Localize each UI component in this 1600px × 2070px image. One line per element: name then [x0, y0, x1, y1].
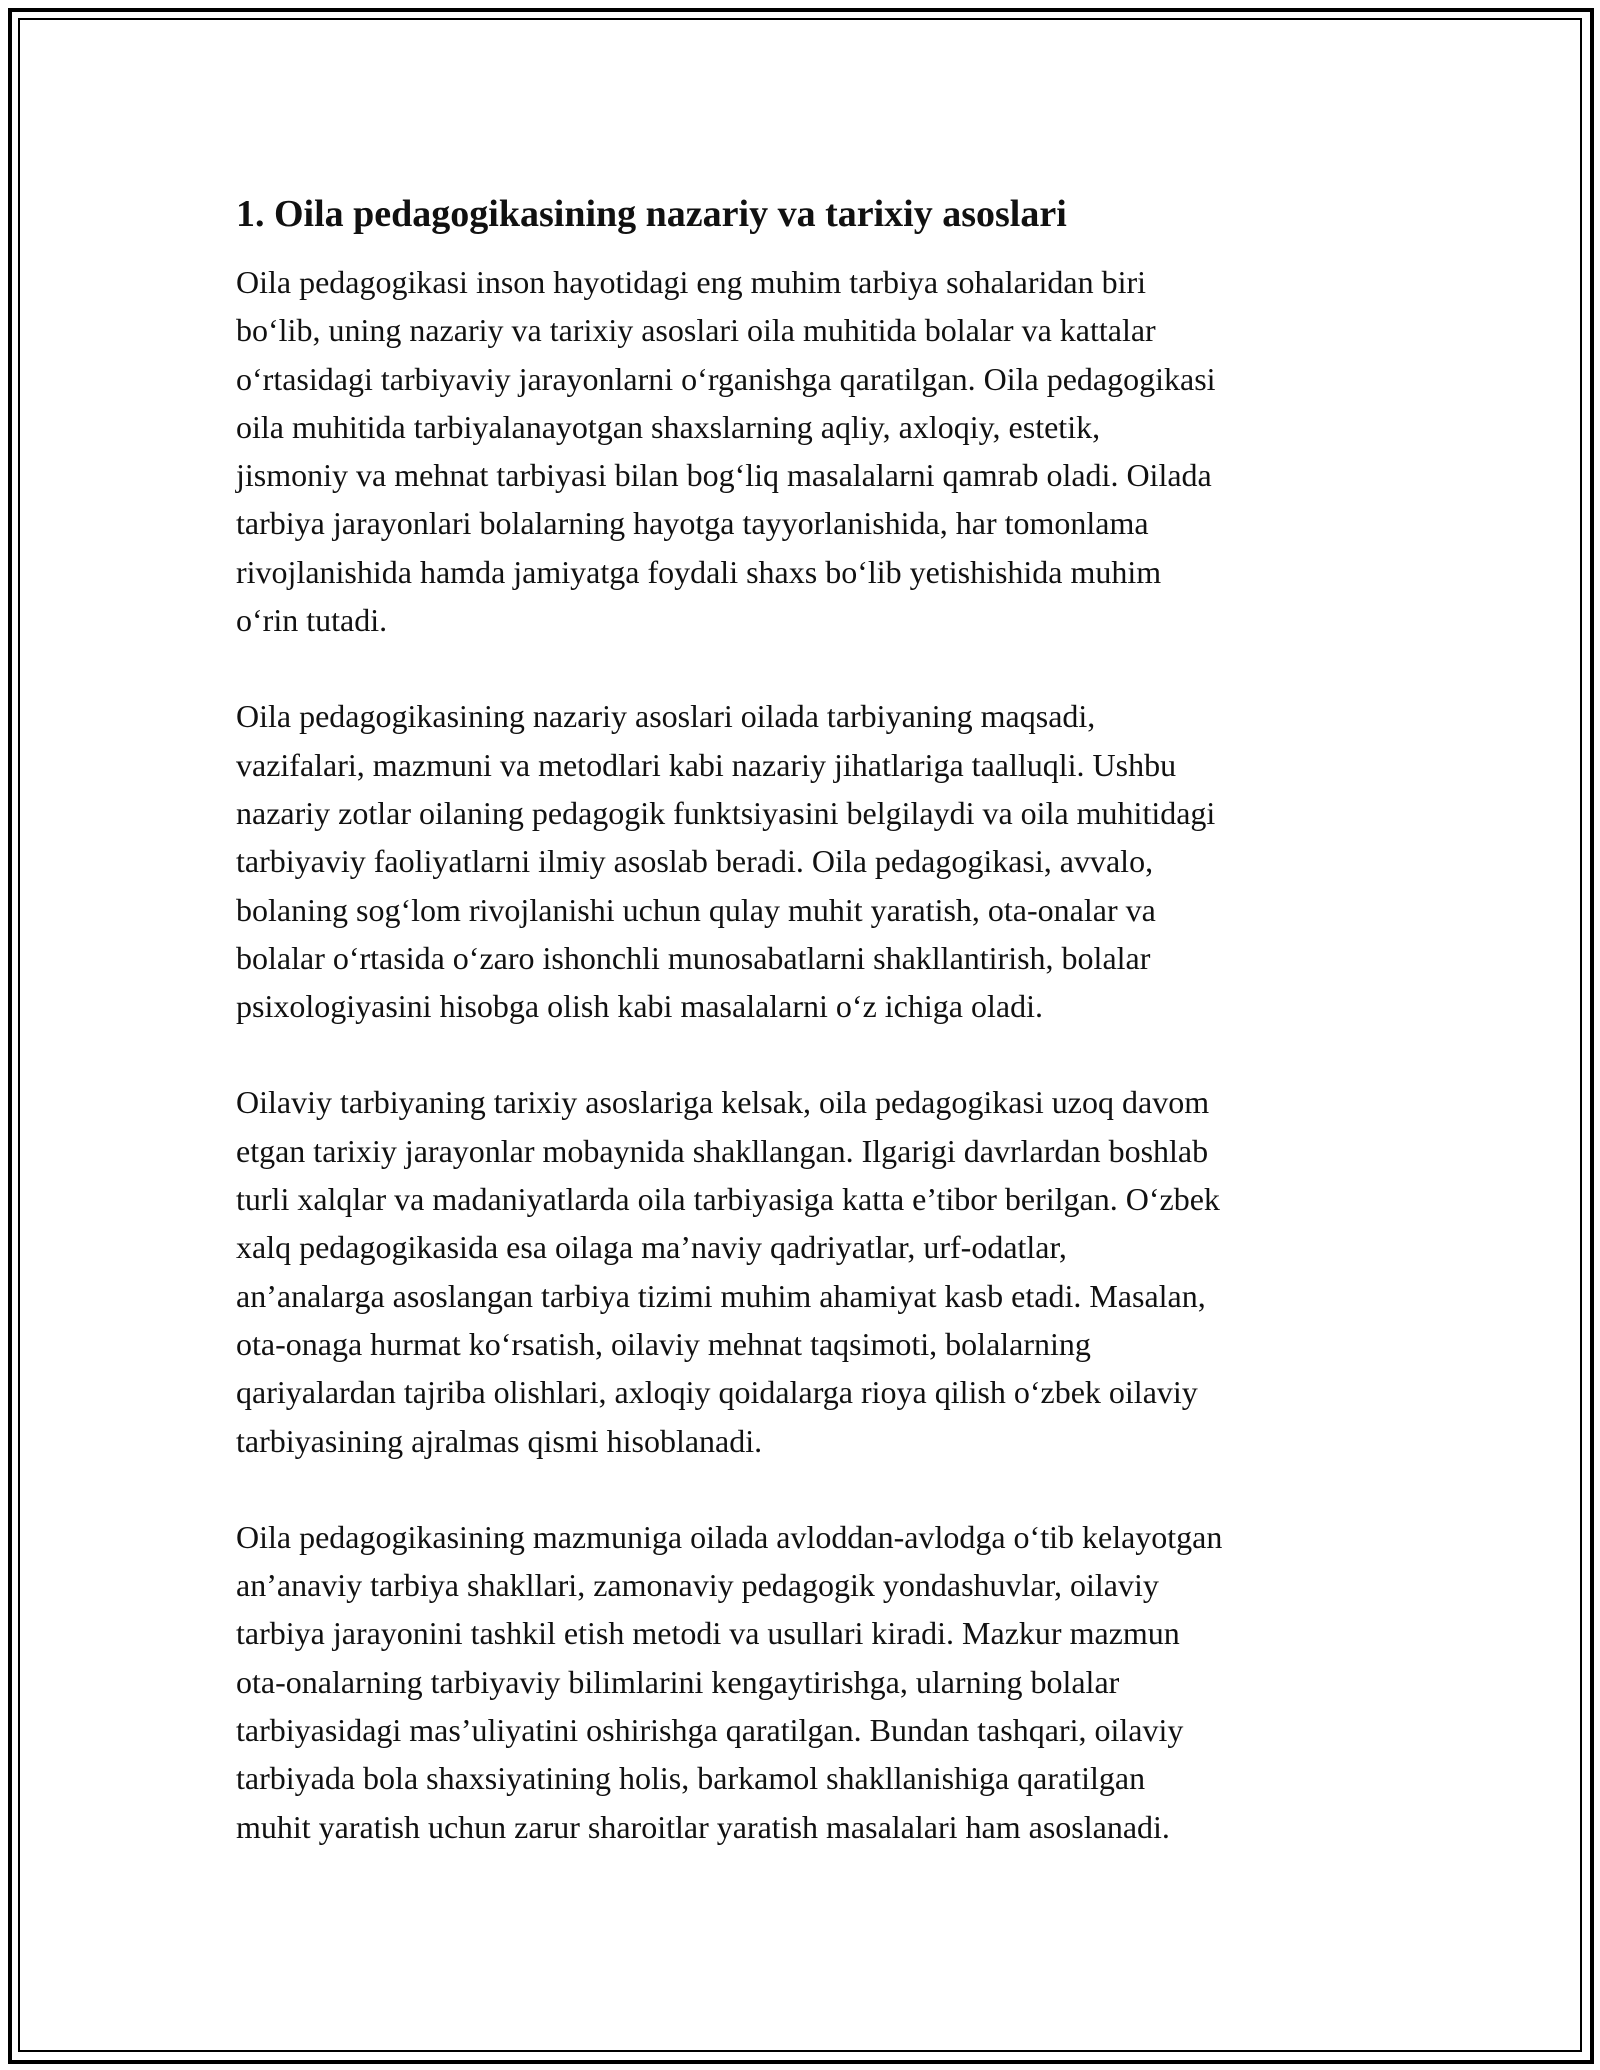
section-heading: 1. Oila pedagogikasining nazariy va tarixiy asoslari [236, 193, 1067, 235]
paragraph-line: tarbiyada bola shaxsiyatining holis, barkamol shakllanishiga qaratilgan [236, 1760, 1146, 1797]
paragraph-line: Oilaviy tarbiyaning tarixiy asoslariga kelsak, oila pedagogikasi uzoq davom [236, 1084, 1210, 1121]
paragraph-line: tarbiyasining ajralmas qismi hisoblanadi. [236, 1422, 763, 1459]
paragraph-line: nazariy zotlar oilaning pedagogik funktsiyasini belgilaydi va oila muhitidagi [236, 794, 1216, 831]
paragraph-line: tarbiyasidagi mas’uliyatini oshirishga qaratilgan. Bundan tashqari, oilaviy [236, 1712, 1184, 1749]
paragraph-line: tarbiya jarayonlari bolalarning hayotga tayyorlanishida, har tomonlama [236, 505, 1149, 542]
paragraph-line: ota-onaga hurmat ko‘rsatish, oilaviy mehnat taqsimoti, bolalarning [236, 1325, 1091, 1362]
paragraph-line: turli xalqlar va madaniyatlarda oila tarbiyasiga katta e’tibor berilgan. O‘zbek [236, 1181, 1220, 1218]
paragraph-line: psixologiyasini hisobga olish kabi masalalarni o‘z ichiga oladi. [236, 988, 1043, 1025]
paragraph-line: an’anaviy tarbiya shakllari, zamonaviy pedagogik yondashuvlar, oilaviy [236, 1567, 1159, 1604]
paragraph-line: muhit yaratish uchun zarur sharoitlar yaratish masalalari ham asoslanadi. [236, 1808, 1170, 1845]
paragraph-line: Oila pedagogikasining mazmuniga oilada avloddan-avlodga o‘tib kelayotgan [236, 1518, 1223, 1555]
paragraph [236, 1078, 1376, 1464]
paragraph-line: oila muhitida tarbiyalanayotgan shaxslarning aqliy, axloqiy, estetik, [236, 408, 1101, 445]
paragraph-line: bolalar o‘rtasida o‘zaro ishonchli munosabatlarni shakllantirish, bolalar [236, 939, 1151, 976]
paragraph-line: vazifalari, mazmuni va metodlari kabi nazariy jihatlariga taalluqli. Ushbu [236, 746, 1177, 783]
paragraph-line: xalq pedagogikasida esa oilaga ma’naviy qadriyatlar, urf-odatlar, [236, 1229, 1067, 1266]
paragraph-line: an’analarga asoslangan tarbiya tizimi muhim ahamiyat kasb etadi. Masalan, [236, 1277, 1206, 1314]
paragraph-line: bo‘lib, uning nazariy va tarixiy asoslari oila muhitida bolalar va kattalar [236, 312, 1156, 349]
paragraph-list [236, 258, 1376, 1851]
paragraph-line: bolaning sog‘lom rivojlanishi uchun qulay muhit yaratish, ota-onalar va [236, 891, 1156, 928]
paragraph [236, 258, 1376, 644]
paragraph [236, 692, 1376, 1030]
paragraph-line: etgan tarixiy jarayonlar mobaynida shakllangan. Ilgarigi davrlardan boshlab [236, 1132, 1209, 1169]
paragraph [236, 1513, 1376, 1851]
paragraph-line: rivojlanishida hamda jamiyatga foydali shaxs bo‘lib yetishishida muhim [236, 553, 1162, 590]
paragraph-line: qariyalardan tajriba olishlari, axloqiy qoidalarga rioya qilish o‘zbek oilaviy [236, 1374, 1198, 1411]
paragraph-line: Oila pedagogikasi inson hayotidagi eng muhim tarbiya sohalaridan biri [236, 264, 1147, 300]
paragraph-line: jismoniy va mehnat tarbiyasi bilan bog‘liq masalalarni qamrab oladi. Oilada [236, 457, 1212, 494]
document-body [236, 190, 1376, 1899]
paragraph-line: o‘rin tutadi. [236, 602, 388, 639]
paragraph-line: ota-onalarning tarbiyaviy bilimlarini kengaytirishga, ularning bolalar [236, 1663, 1120, 1700]
paragraph-line: o‘rtasidagi tarbiyaviy jarayonlarni o‘rganishga qaratilgan. Oila pedagogikasi [236, 360, 1216, 397]
paragraph-line: Oila pedagogikasining nazariy asoslari oilada tarbiyaning maqsadi, [236, 698, 1096, 735]
paragraph-line: tarbiyaviy faoliyatlarni ilmiy asoslab beradi. Oila pedagogikasi, avvalo, [236, 843, 1154, 880]
paragraph-line: tarbiya jarayonini tashkil etish metodi va usullari kiradi. Mazkur mazmun [236, 1615, 1180, 1652]
